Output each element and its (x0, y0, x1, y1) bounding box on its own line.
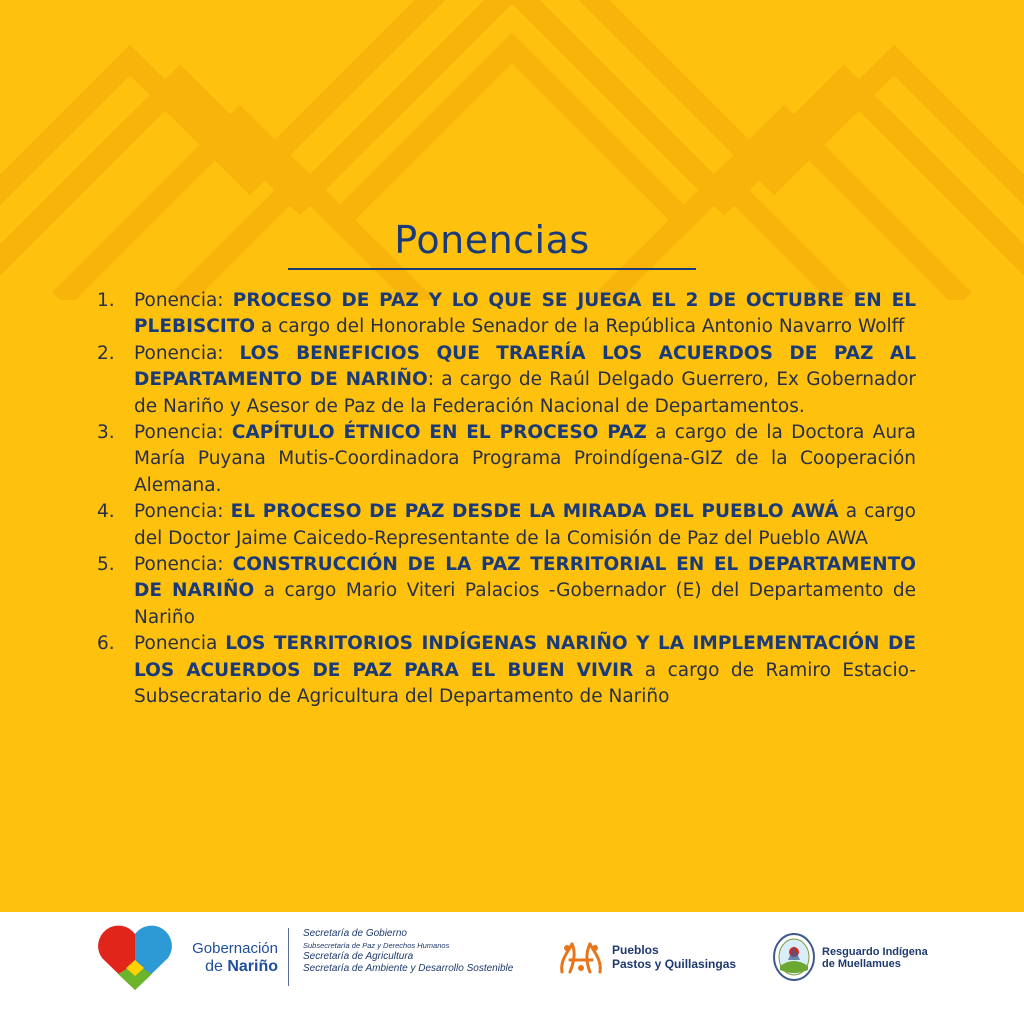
list-item (94, 552, 916, 631)
list-item (94, 341, 916, 420)
item-title: CAPÍTULO ÉTNICO EN EL PROCESO PAZ (231, 422, 647, 444)
secretaria-agricultura: Secretaría de Agricultura (303, 951, 414, 962)
pueblos-label (612, 943, 736, 971)
item-title: EL PROCESO DE PAZ DESDE LA MIRADA DEL PUEBLO AWÁ (230, 501, 839, 523)
secretaria-gobierno: Secretaría de Gobierno (303, 928, 407, 939)
item-number: 5. (97, 554, 115, 576)
item-number: 4. (97, 501, 115, 523)
secretarias-list (303, 928, 513, 975)
item-title: LOS TERRITORIOS INDÍGENAS NARIÑO Y LA IMPLEMENTACIÓN DE LOS ACUERDOS DE PAZ PARA EL BUEN VIVIR (134, 633, 916, 681)
list-item (94, 499, 916, 552)
secretaria-ambiente: Secretaría de Ambiente y Desarrollo Sostenible (303, 963, 514, 974)
item-description: : a cargo de Raúl Delgado Guerrero, Ex Gobernador de Nariño y Asesor de Paz de la Federación Nacional de Departamentos. (134, 369, 917, 417)
resguardo-seal-icon (772, 932, 816, 982)
footer-divider (288, 928, 289, 986)
item-number: 6. (97, 633, 115, 655)
title-underline (288, 268, 696, 270)
item-title: CONSTRUCCIÓN DE LA PAZ TERRITORIAL EN EL DEPARTAMENTO DE NARIÑO (134, 554, 916, 602)
list-item (94, 288, 916, 341)
pueblos-logo-icon (556, 938, 606, 978)
pueblos-line2: Pastos y Quillasingas (612, 957, 737, 971)
item-prefix: Ponencia: (134, 290, 233, 311)
item-number: 2. (97, 342, 115, 364)
item-prefix: Ponencia: (134, 422, 232, 444)
gobernacion-narino: Nariño (227, 958, 278, 975)
resguardo-line1: Resguardo Indígena (822, 946, 928, 958)
item-prefix: Ponencia: (134, 501, 231, 523)
gobernacion-name: Gobernación (192, 940, 278, 957)
item-number: 1. (97, 290, 115, 311)
item-prefix: Ponencia: (134, 554, 233, 576)
list-item (94, 420, 916, 499)
item-description: a cargo Mario Viteri Palacios -Gobernador (E) del Departamento de Nariño (134, 580, 917, 628)
item-title: PROCESO DE PAZ Y LO QUE SE JUEGA EL 2 DE OCTUBRE EN EL PLEBISCITO (134, 290, 916, 338)
item-title: LOS BENEFICIOS QUE TRAERÍA LOS ACUERDOS DE PAZ AL DEPARTAMENTO DE NARIÑO (134, 342, 916, 391)
item-description: a cargo de la Doctora Aura María Puyana Mutis-Coordinadora Programa Proindígena-GIZ de la Cooperación Alemana. (134, 422, 916, 496)
page-title: Ponencias (394, 218, 590, 262)
subsecretaria-paz: Subsecretaría de Paz y Derechos Humanos (303, 941, 450, 950)
pueblos-line1: Pueblos (612, 943, 659, 957)
resguardo-line2: de Muellamues (822, 958, 901, 970)
item-description: a cargo del Honorable Senador de la República Antonio Navarro Wolff (255, 316, 905, 338)
item-prefix: Ponencia: (134, 342, 240, 364)
gobernacion-department (182, 958, 278, 976)
item-prefix: Ponencia (134, 633, 226, 655)
item-number: 3. (97, 422, 115, 444)
list-item (94, 631, 916, 710)
heart-logo-icon (96, 924, 174, 992)
gobernacion-prefix: de (205, 958, 228, 975)
item-description: a cargo del Doctor Jaime Caicedo-Representante de la Comisión de Paz del Pueblo AWA (134, 501, 916, 549)
item-description: a cargo de Ramiro Estacio-Subsecratario de Agricultura del Departamento de Nariño (134, 659, 916, 708)
ponencias-list (94, 288, 916, 711)
resguardo-label (822, 946, 928, 970)
